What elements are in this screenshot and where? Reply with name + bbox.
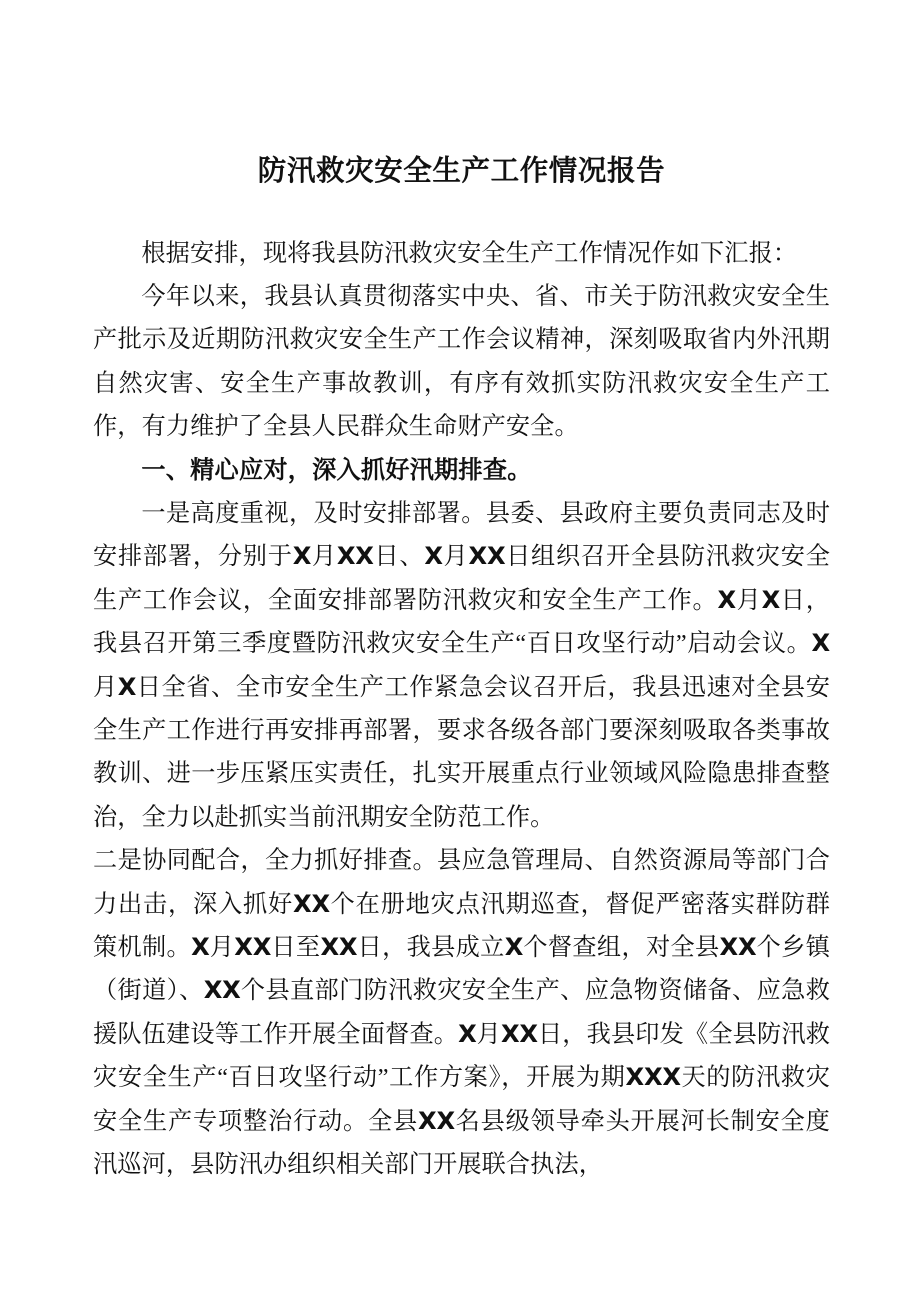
section-heading-1: 一、精心应对，深入抓好汛期排查。 — [141, 455, 532, 484]
document-body — [93, 0, 830, 1186]
placeholder-token: XX — [203, 976, 241, 1005]
placeholder-token: X — [761, 585, 781, 614]
placeholder-token: XX — [500, 1019, 538, 1048]
placeholder-token: XX — [719, 933, 757, 961]
placeholder-token: XX — [418, 1106, 455, 1135]
placeholder-token: X — [292, 542, 312, 571]
paragraph-point-two: 二是协同配合，全力抓好排查。县应急管理局、自然资源局等部门合力出击，深入抓好XX个在册地灾点汛期巡查，督促严密落实群防群策机制。X月XX日至XX日，我县成立X个督查组，对全县XX个乡镇（街道）、XX个县直部门防汛救灾安全生产、应急物资储备、应急救援队伍建设等工作开展全面督查。X月XX日，我县印发《全县防汛救灾安全生产“百日攻坚行动”工作方案》，开展为期XXX天的防汛救灾安全生产专项整治行动。全县XX名县级领导牵头开展河长制安全度汛巡河，县防汛办组织相关部门开展联合执法， — [93, 847, 831, 1179]
paragraph-intro: 根据安排，现将我县防汛救灾安全生产工作情况作如下汇报： — [141, 239, 798, 267]
placeholder-token: XX — [468, 542, 506, 571]
placeholder-token: XXX — [625, 1063, 681, 1092]
placeholder-token: X — [811, 629, 830, 658]
placeholder-token: X — [717, 585, 736, 614]
placeholder-token: X — [117, 672, 137, 701]
placeholder-token: XX — [336, 542, 374, 571]
paragraph-point-one: 一是高度重视，及时安排部署。县委、县政府主要负责同志及时安排部署，分别于X月XX日、X月XX日组织召开全县防汛救灾安全生产工作会议，全面安排部署防汛救灾和安全生产工作。X月X日，我县召开第三季度暨防汛救灾安全生产“百日攻坚行动”启动会议。X月X日全省、全市安全生产工作紧急会议召开后，我县迅速对全县安全生产工作进行再安排再部署，要求各级各部门要深刻吸取各类事故教训、进一步压紧压实责任，扎实开展重点行业领域风险隐患排查整治，全力以赴抓实当前汛期安全防范工作。 — [93, 499, 830, 831]
page-title: 防汛救灾安全生产工作情况报告 — [257, 154, 666, 187]
placeholder-token: XX — [293, 889, 330, 918]
placeholder-token: X — [504, 933, 524, 961]
placeholder-token: X — [191, 933, 210, 961]
placeholder-token: XX — [320, 933, 358, 961]
paragraph-overview: 今年以来，我县认真贯彻落实中央、省、市关于防汛救灾安全生产批示及近期防汛救灾安全生产工作会议精神，深刻吸取省内外汛期自然灾害、安全生产事故教训，有序有效抓实防汛救灾安全生产工作，有力维护了全县人民群众生命财产安全。 — [93, 282, 830, 441]
placeholder-token: XX — [234, 933, 272, 961]
placeholder-token: X — [458, 1019, 477, 1048]
placeholder-token: X — [424, 542, 443, 571]
